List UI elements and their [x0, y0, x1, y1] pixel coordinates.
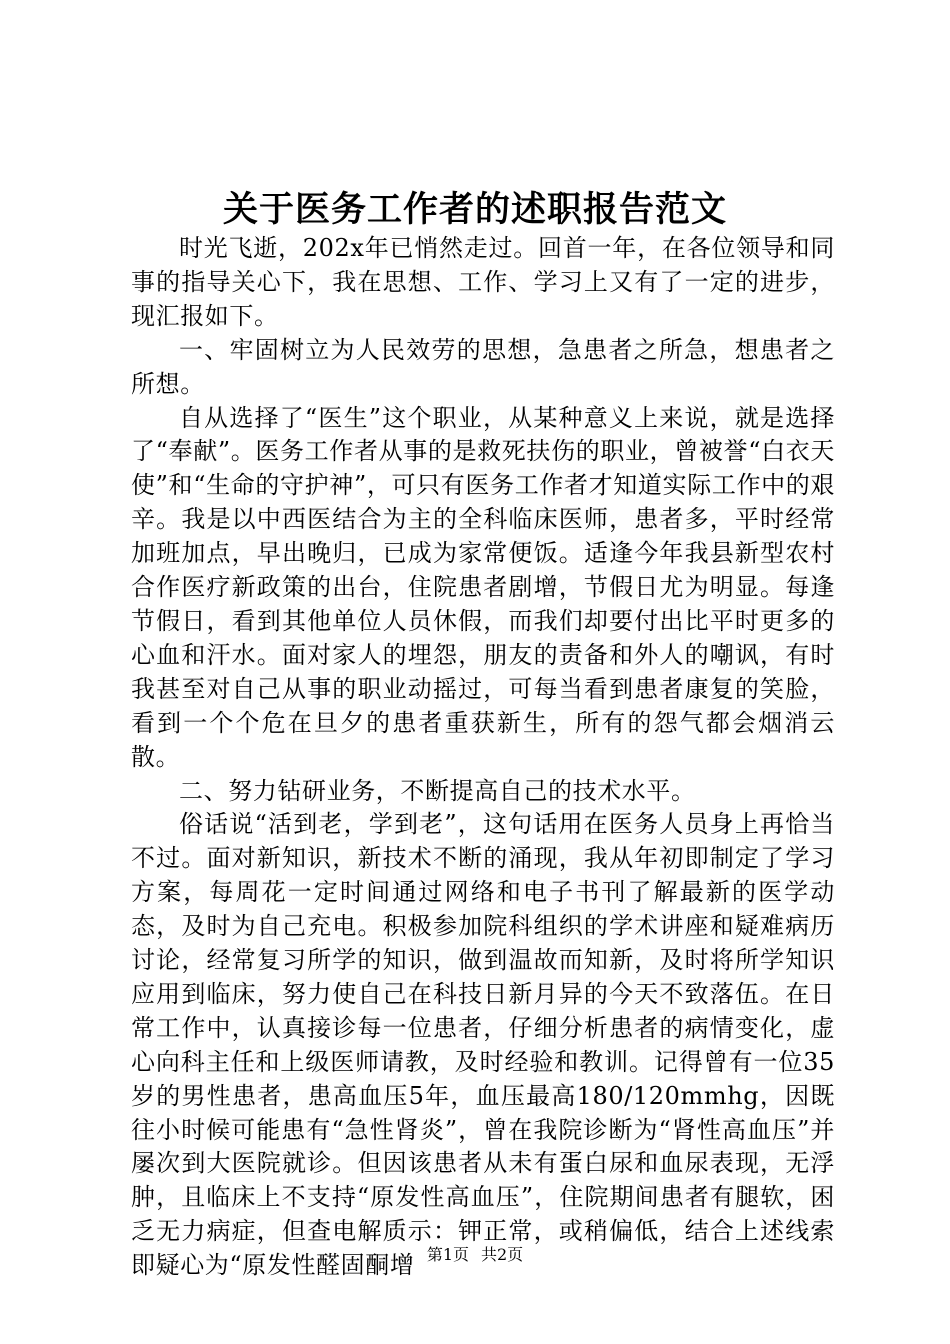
paragraph-heading-1: 一、牢固树立为人民效劳的思想，急患者之所急，想患者之所想。	[131, 335, 835, 398]
page-number-current: 第1页	[426, 1245, 469, 1264]
document-body	[131, 232, 835, 1283]
paragraph-dedication: 自从选择了“医生”这个职业，从某种意义上来说，就是选择了“奉献”。医务工作者从事的是救死扶伤的职业，曾被誉“白衣天使”和“生命的守护神”，可只有医务工作者才知道实际工作中的艰辛。我是以中西医结合为主的全科临床医师，患者多，平时经常加班加点，早出晚归，已成为家常便饭。适逢今年我县新型农村合作医疗新政策的出台，住院患者剧增，节假日尤为明显。每逢节假日，看到其他单位人员休假，而我们却要付出比平时更多的心血和汗水。面对家人的埋怨，朋友的责备和外人的嘲讽，有时我甚至对自己从事的职业动摇过，可每当看到患者康复的笑脸，看到一个个危在旦夕的患者重获新生，所有的怨气都会烟消云散。	[131, 403, 835, 771]
document-title: 关于医务工作者的述职报告范文	[222, 189, 727, 230]
page-footer	[0, 1244, 950, 1266]
paragraph-heading-2: 二、努力钻研业务，不断提高自己的技术水平。	[179, 776, 696, 805]
page-number-total: 共2页	[481, 1245, 524, 1264]
paragraph-intro: 时光飞逝，202x年已悄然走过。回首一年，在各位领导和同事的指导关心下，我在思想、工作、学习上又有了一定的进步，现汇报如下。	[131, 234, 835, 330]
paragraph-learning: 俗话说“活到老，学到老”，这句话用在医务人员身上再恰当不过。面对新知识，新技术不断的涌现，我从年初即制定了学习方案，每周花一定时间通过网络和电子书刊了解最新的医学动态，及时为自己充电。积极参加院科组织的学术讲座和疑难病历讨论，经常复习所学的知识，做到温故而知新，及时将所学知识应用到临床，努力使自己在科技日新月异的今天不致落伍。在日常工作中，认真接诊每一位患者，仔细分析患者的病情变化，虚心向科主任和上级医师请教，及时经验和教训。记得曾有一位35岁的男性患者，患高血压5年，血压最高180/120mmhg，因既往小时候可能患有“急性肾炎”，曾在我院诊断为“肾性高血压”并屡次到大医院就诊。但因该患者从未有蛋白尿和血尿表现，无浮肿，且临床上不支持“原发性高血压”，住院期间患者有腿软，困乏无力病症，但查电解质示：钾正常，或稍偏低，结合上述线索即疑心为“原发性醛固酮增	[131, 810, 835, 1280]
